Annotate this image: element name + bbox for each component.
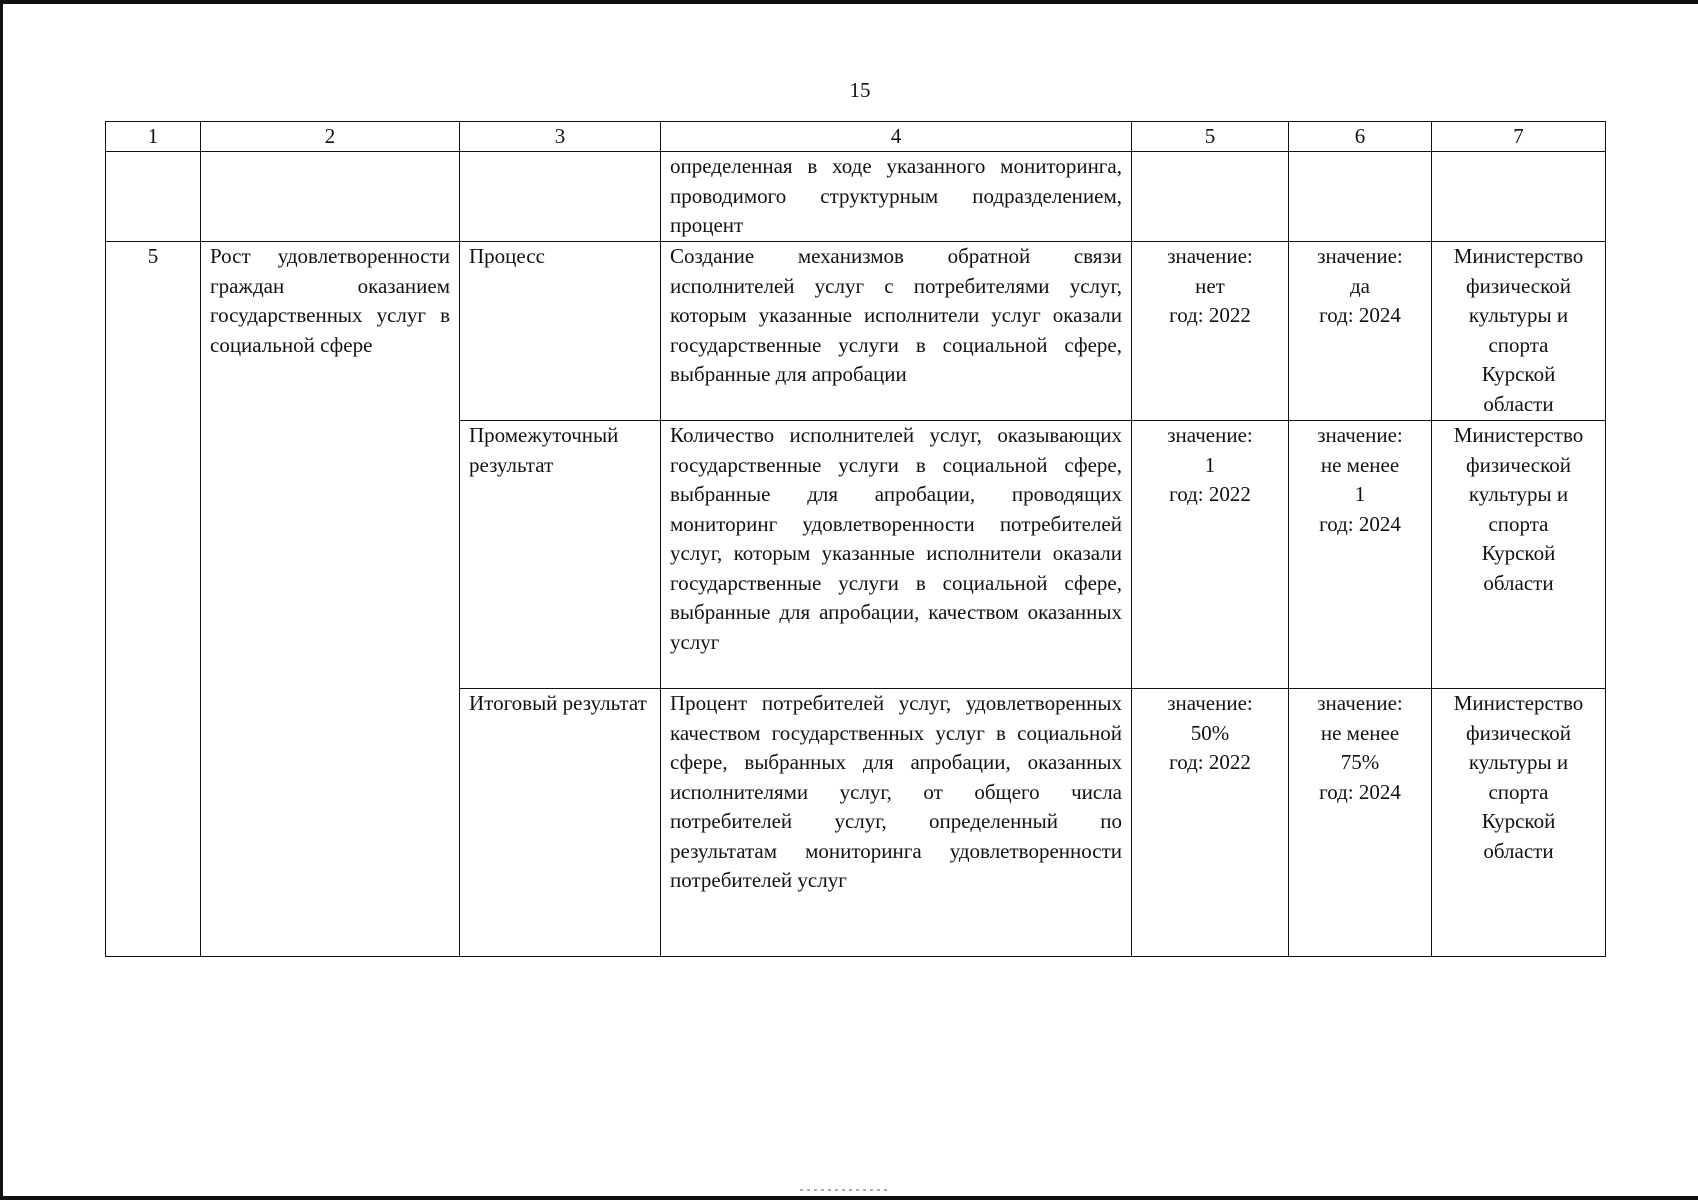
- column-header: 3: [460, 122, 661, 152]
- scan-artifact: [800, 1189, 890, 1191]
- scan-border-top: [0, 0, 1698, 4]
- stage-label: Итоговый результат: [460, 689, 661, 957]
- indicator-text: Количество исполнителей услуг, оказывающих государственные услуги в социальной сфере, выбранные для апробации, проводящих мониторинг удовлетворенности потребителей услуг, которым указанные исполнители оказали государственные услуги в социальной сфере, выбранные для апробации, качеством оказанных услуг: [661, 421, 1132, 689]
- column-numbers-row: [106, 122, 1606, 152]
- item-number: 5: [106, 242, 201, 957]
- responsible-agency: Министерство физической культуры и спорта Курской области: [1432, 421, 1606, 689]
- page-number: 15: [849, 78, 871, 102]
- column-header: 2: [201, 122, 460, 152]
- responsible-agency: Министерство физической культуры и спорта Курской области: [1432, 242, 1606, 421]
- empty-cell: [201, 152, 460, 242]
- empty-cell: [1132, 152, 1289, 242]
- target-value: значение: не менее 75% год: 2024: [1289, 689, 1432, 957]
- scan-border-left: [0, 0, 3, 1200]
- stage-label: Промежуточный результат: [460, 421, 661, 689]
- indicators-table: [105, 121, 1606, 957]
- item-title: Рост удовлетворенности граждан оказанием государственных услуг в социальной сфере: [201, 242, 460, 957]
- target-value: значение: не менее 1 год: 2024: [1289, 421, 1432, 689]
- indicator-text: Процент потребителей услуг, удовлетворенных качеством государственных услуг в социальной сфере, выбранных для апробации, оказанных исполнителями услуг, от общего числа потребителей услуг, определенный по результатам мониторинга удовлетворенности потребителей услуг: [661, 689, 1132, 957]
- stage-label: Процесс: [460, 242, 661, 421]
- column-header: 6: [1289, 122, 1432, 152]
- target-value: значение: да год: 2024: [1289, 242, 1432, 421]
- column-header: 1: [106, 122, 201, 152]
- empty-cell: [1289, 152, 1432, 242]
- empty-cell: [460, 152, 661, 242]
- responsible-agency: Министерство физической культуры и спорта Курской области: [1432, 689, 1606, 957]
- indicator-continuation-text: определенная в ходе указанного мониторинга, проводимого структурным подразделением, процент: [661, 152, 1132, 242]
- column-header: 7: [1432, 122, 1606, 152]
- scan-border-bottom: [0, 1196, 1698, 1200]
- table-row: [106, 242, 1606, 421]
- base-value: значение: 50% год: 2022: [1132, 689, 1289, 957]
- column-header: 5: [1132, 122, 1289, 152]
- continuation-row: [106, 152, 1606, 242]
- base-value: значение: 1 год: 2022: [1132, 421, 1289, 689]
- column-header: 4: [661, 122, 1132, 152]
- base-value: значение: нет год: 2022: [1132, 242, 1289, 421]
- empty-cell: [1432, 152, 1606, 242]
- empty-cell: [106, 152, 201, 242]
- indicator-text: Создание механизмов обратной связи исполнителей услуг с потребителями услуг, которым указанные исполнители услуг оказали государственные услуги в социальной сфере, выбранные для апробации: [661, 242, 1132, 421]
